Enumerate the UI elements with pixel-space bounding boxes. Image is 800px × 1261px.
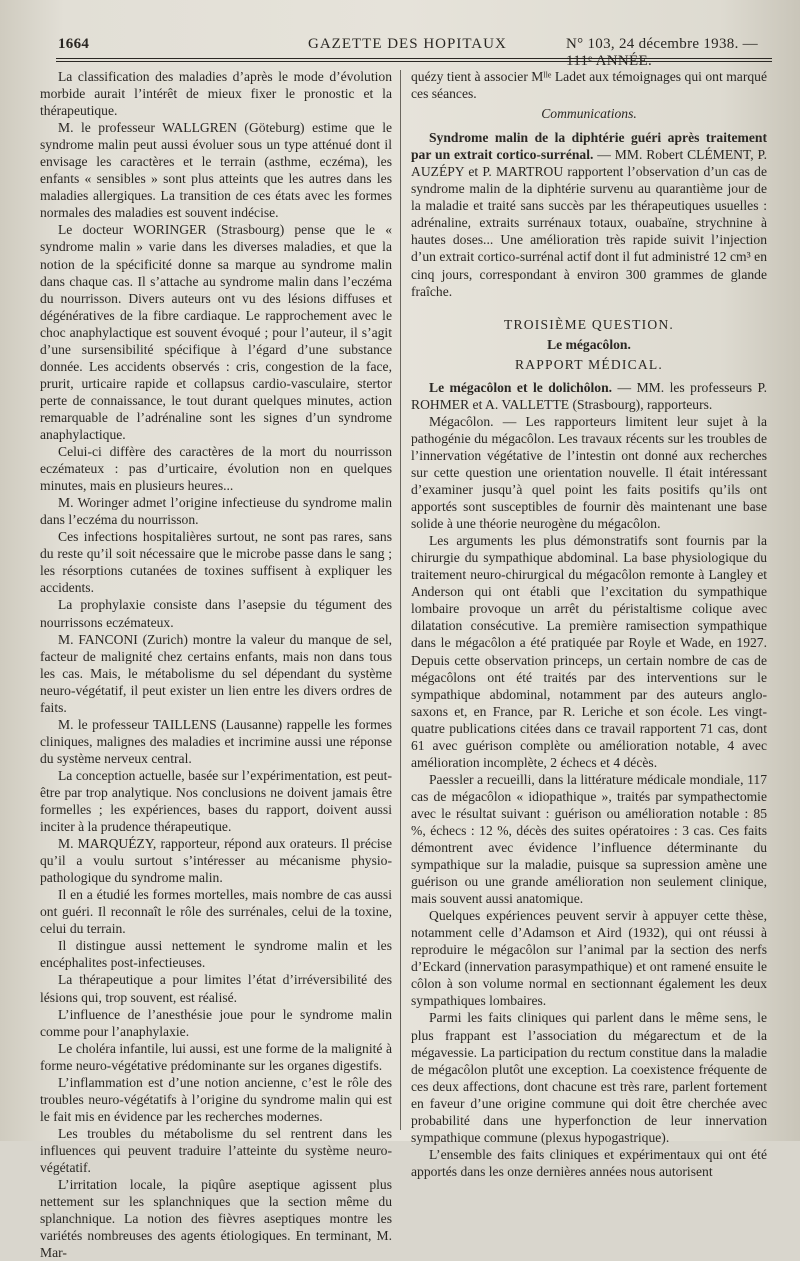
paragraph: L’inflammation est d’une notion ancienne, c’est le rôle des troubles neuro-végétatifs à l’origine du syndrome malin qui est le fait mis en évidence par les recherches modernes. bbox=[40, 1074, 392, 1124]
issue-info: N° 103, 24 décembre 1938. — 111ᵉ ANNÉE. bbox=[566, 36, 758, 69]
journal-title: GAZETTE DES HOPITAUX bbox=[308, 36, 507, 52]
report-intro-paragraph bbox=[411, 379, 767, 413]
right-column bbox=[411, 68, 767, 1180]
paragraph: Ces infections hospitalières surtout, ne sont pas rares, sans du reste qu’il soit nécessaire que le microbe passe dans le sang ; les résorptions cutanées de toxines suffisent à expliquer les accidents. bbox=[40, 529, 392, 596]
paragraph: M. MARQUÉZY, rapporteur, répond aux orateurs. Il précise qu’il a voulu surtout s’intéresser au mécanisme physio-pathologique du syndrome malin. bbox=[40, 836, 392, 886]
paragraph: La classification des maladies d’après le mode d’évolution morbide aurait l’intérêt de mieux fixer le pronostic et la thérapeutique. bbox=[40, 69, 392, 119]
paragraph: Les troubles du métabolisme du sel rentrent dans les influences qui peuvent traduire l’atteinte du système neuro-végétatif. bbox=[40, 1125, 392, 1175]
paragraph: L’irritation locale, la piqûre aseptique agissent plus nettement sur les splanchniques que la section même du splanchnique. La notion des fièvres aseptiques montre les variétés nombreuses des agents étiologiques. En terminant, M. Mar- bbox=[40, 1177, 392, 1261]
paragraph: Paessler a recueilli, dans la littérature médicale mondiale, 117 cas de mégacôlon « idiopathique », traités par sympathectomie avec le résultat suivant : guérison ou amélioration notable : 85 %, échecs : 12 %, décès des suites opératoires : 3 cas. Ces faits démontrent avec évidence l’influence déterminante du sympathique sur la maladie, puisque sa supression amène une guérison ou une grande amélioration non seulement clinique, mais souvent aussi anatomique. bbox=[411, 771, 767, 907]
header-rule-thin bbox=[56, 61, 772, 62]
paragraph: Quelques expériences peuvent servir à appuyer cette thèse, notamment celle d’Adamson et Aird (1932), qui ont réussi à reproduire le mégacôlon sur l’animal par la section des nerfs d’Eckard (innervation parasympathique) et ont ramené ensuite le côlon à son volume normal en sectionnant également les deux sympathiques lombaires. bbox=[411, 908, 767, 1009]
report-authors: — MM. les professeurs P. ROHMER et A. VALLETTE (Strasbourg), rapporteurs. bbox=[411, 379, 767, 412]
paragraph: Il en a étudié les formes mortelles, mais nombre de cas aussi ont guéri. Il reconnaît le rôle des surrénales, celui de la toxine, celui du terrain. bbox=[40, 887, 392, 937]
paragraph: L’influence de l’anesthésie joue pour le syndrome malin comme pour l’anaphylaxie. bbox=[40, 1006, 392, 1039]
report-title: Le mégacôlon et le dolichôlon. bbox=[429, 379, 613, 395]
paragraph: Mégacôlon. — Les rapporteurs limitent leur sujet à la pathogénie du mégacôlon. Les travaux récents sur les troubles de l’innervation végétative de l’intestin ont donné aux recherches sur cette question une orientation nouvelle. Il était intéressant d’examiner jusqu’à quel point les faits positifs qu’ils ont apportés sont susceptibles de fournir dès maintenant une base solide à une théorie neurogène du mégacôlon. bbox=[411, 413, 767, 532]
communication-authors: — MM. Robert CLÉMENT, P. AUZÉPY et P. MARTROU bbox=[411, 147, 767, 180]
paragraph: Il distingue aussi nettement le syndrome malin et les encéphalites post-infectieuses. bbox=[40, 938, 392, 971]
column-separator bbox=[400, 70, 401, 1130]
paragraph: Celui-ci diffère des caractères de la mort du nourrisson eczémateux : pas d’urticaire, évolution non en quelques minutes, mais en plusieurs heures... bbox=[40, 444, 392, 494]
header-rule bbox=[56, 58, 772, 59]
paragraph: La prophylaxie consiste dans l’asepsie du tégument des nourrissons eczémateux. bbox=[40, 597, 392, 630]
paragraph: Les arguments les plus démonstratifs sont fournis par la chirurgie du sympathique abdominal. La base physiologique du traitement neuro-chirurgical du mégacôlon remonte à Langley et Anderson qui ont établi que l’excitation du sympathique lombaire provoque un arrêt du péristaltisme colique avec dilatation consécutive. La première ramisection sympathique dans le mégacôlon a été pratiquée par Royle et Wade, en 1927. Depuis cette observation princeps, un certain nombre de cas de mégacôlons ont été traités par des interventions sur le sympathique abdominal, notamment par des auteurs anglo-saxons et, en France, par R. Leriche et son école. Les vingt-quatre publications citées dans ce travail rapportent 71 cas, dont 61 avec guérison complète ou amélioration notable, 4 avec amélioration incomplète, 2 échecs et 4 décès. bbox=[411, 533, 767, 770]
communication-paragraph bbox=[411, 129, 767, 299]
paragraph: La thérapeutique a pour limites l’état d’irréversibilité des lésions qui, trop souvent, est réalisé. bbox=[40, 972, 392, 1005]
paragraph: La conception actuelle, basée sur l’expérimentation, est peut-être par trop analytique. Nos conclusions ne doivent jamais être formelles ; les expériences, bases du rapport, doivent aussi inciter à la prudence thérapeutique. bbox=[40, 767, 392, 835]
paragraph: Le choléra infantile, lui aussi, est une forme de la malignité à forme neuro-végétative prédominante sur les organes digestifs. bbox=[40, 1040, 392, 1073]
section-heading-question: TROISIÈME QUESTION. bbox=[503, 316, 675, 332]
paragraph: quézy tient à associer Mˡˡᵉ Ladet aux témoignages qui ont marqué ces séances. bbox=[411, 69, 767, 102]
left-column bbox=[40, 68, 392, 1261]
page-number: 1664 bbox=[58, 36, 90, 52]
communication-text: rapportent l’observation d’un cas de syndrome malin de la diphtérie survenu au quarantième jour de la maladie et traité sans succès par les thérapeutiques usuelles : adrénaline, extraits surrénaux totaux, ouabaïne, strychnine à hautes doses... Une amélioration très rapide suivit l’injection d’un extrait cortico-surrénal actif dont il fut administré 12 cm³ en cinq jours, correspondant à environ 300 grammes de glande fraîche. bbox=[411, 164, 767, 299]
paragraph: M. FANCONI (Zurich) montre la valeur du manque de sel, facteur de malignité chez certains enfants, mais non dans tous les cas. Mais, le métabolisme du sel dépendant du système neuro-végétatif, il peut exister un lien entre les divers ordres de faits. bbox=[40, 631, 392, 715]
paragraph: M. le professeur TAILLENS (Lausanne) rappelle les formes cliniques, malignes des maladies et incrimine aussi une réponse du système nerveux central. bbox=[40, 716, 392, 766]
paragraph: L’ensemble des faits cliniques et expérimentaux qui ont été apportés dans les onze dernières années nous autorisent bbox=[411, 1146, 767, 1179]
paragraph: M. Woringer admet l’origine infectieuse du syndrome malin dans l’eczéma du nourrisson. bbox=[40, 495, 392, 528]
question-title: Le mégacôlon. bbox=[547, 336, 631, 352]
section-heading-communications: Communications. bbox=[541, 106, 637, 122]
page-header bbox=[58, 36, 768, 69]
paragraph: M. le professeur WALLGREN (Göteburg) estime que le syndrome malin peut aussi évoluer sous un type atténué dont il envisage les caractères et le terrain (asthme, eczéma), les enfants « sensibles » sont plus atteints que les autres dans les maladies allergiques. La transition de ces états avec les formes normales des maladies est souvent indécise. bbox=[40, 120, 392, 221]
paragraph: Le docteur WORINGER (Strasbourg) pense que le « syndrome malin » varie dans les diverses maladies, et que la notion de la spécificité donne sa marque au syndrome malin dans chaque cas. Il s’attache au syndrome malin dans l’eczéma du nourrisson. Divers auteurs ont vu des lésions diffuses et dégénératives de la fibre cardiaque. Le rapprochement avec le choc anaphylactique est souvent évoqué ; pour l’auteur, il s’agit d’une sursensibilité spécifique à l’égard d’une substance donnée. Les accidents observés : cris, congestion de la face, prurit, urticaire rapide et collapsus cardio-vasculaire, stertor perte de connaissance, le tout durant quelques minutes, action remarquable de l’adrénaline sont les signes d’un syndrome anaphylactique. bbox=[40, 222, 392, 442]
section-heading-report: RAPPORT MÉDICAL. bbox=[514, 356, 664, 372]
paragraph: Parmi les faits cliniques qui parlent dans le même sens, le plus frappant est l’association du mégarectum et de la mégavessie. La participation du rectum constitue dans la maladie de mégacôlon plutôt une exception. La coexistence fréquente de ces deux affections, dont chacune est très rare, parlent fortement en faveur d’une origine commune qui doit être cherchée avec probabilité dans une hyperfonction de leur innervation sympathique commune (plexus hypogastrique). bbox=[411, 1010, 767, 1145]
communication-title: Syndrome malin de la diphtérie guéri après traitement par un extrait cortico-surrénal. bbox=[411, 130, 767, 163]
